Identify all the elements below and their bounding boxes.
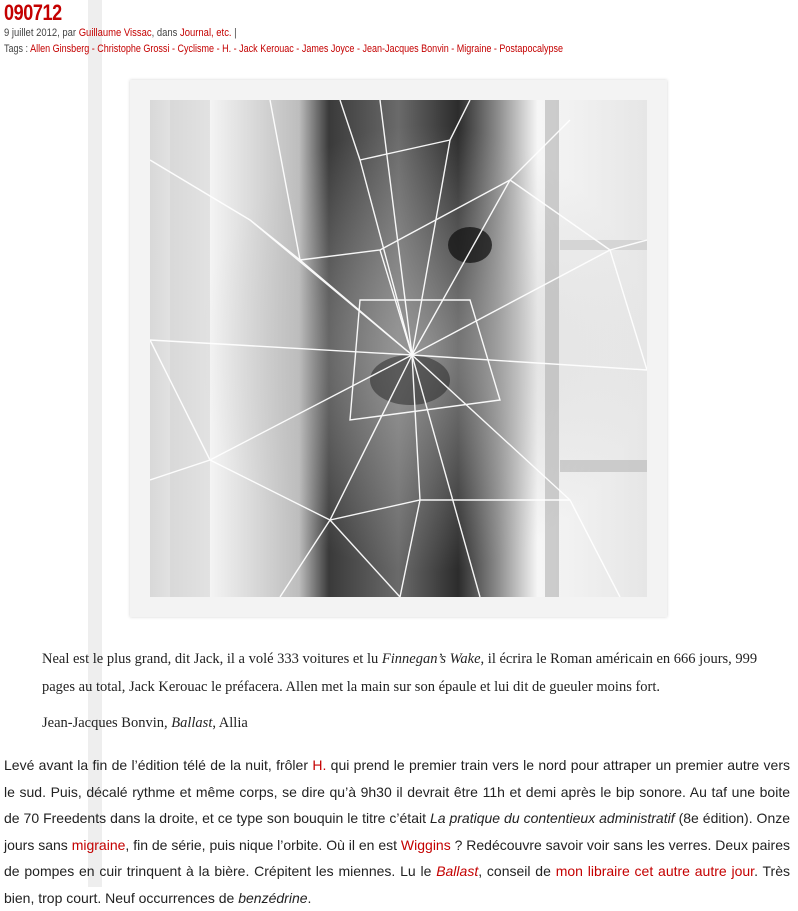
tag-link[interactable]: James Joyce: [301, 43, 355, 55]
quote-text: Neal est le plus grand, dit Jack, il a volé 333 voitures et lu Finnegan’s Wake, il écrira le Roman américain en 666 jours, 999 pages au total, Jack Kerouac le préfacera. Allen met la main sur son épaule et lui dit de gueuler moins fort.: [42, 651, 758, 695]
tag-separator: -: [448, 43, 457, 55]
tag-links: [30, 43, 563, 55]
tag-link[interactable]: Jack Kerouac: [239, 43, 294, 55]
tag-separator: -: [169, 43, 178, 55]
link-ballast[interactable]: Ballast: [436, 863, 479, 879]
tag-link[interactable]: Jean-Jacques Bonvin: [362, 43, 449, 55]
tag-list: [4, 42, 563, 56]
blockquote: [42, 645, 782, 737]
post-title[interactable]: 090712: [4, 0, 62, 25]
author-link[interactable]: Guillaume Vissac: [78, 27, 152, 39]
tag-separator: -: [354, 43, 363, 55]
shattered-glass-photo: [150, 100, 647, 597]
tag-separator: -: [89, 43, 98, 55]
tag-link[interactable]: Christophe Grossi: [97, 43, 170, 55]
tag-link[interactable]: Postapocalypse: [499, 43, 564, 55]
link-libraire[interactable]: mon libraire cet autre autre jour: [555, 863, 755, 879]
link-migraine[interactable]: migraine: [71, 836, 126, 853]
post-date: 9 juillet 2012: [4, 27, 58, 39]
tag-link[interactable]: Allen Ginsberg: [30, 43, 90, 55]
tag-separator: -: [214, 43, 223, 55]
tag-separator: -: [293, 43, 302, 55]
tag-separator: -: [491, 43, 500, 55]
tag-link[interactable]: Migraine: [456, 43, 492, 55]
tags-label: Tags :: [4, 43, 31, 55]
post-meta: 9 juillet 2012, par Guillaume Vissac, dans Journal, etc. |: [4, 27, 237, 39]
photo-frame: [130, 80, 667, 617]
category-link[interactable]: Journal, etc.: [180, 27, 232, 39]
post-body: Levé avant la fin de l’édition télé de la nuit, frôler H. qui prend le premier train vers le nord pour attraper un premier autre vers le sud. Puis, décalé rythme et même corps, se dire qu’à 9h30 il devrait être 11h et demi après le bip sonore. Au taf une boite de 70 Freedents dans la droite, et ce type son bouquin le titre c’était La pratique du contentieux administratif (8e édition). Onze jours sans migraine, fin de série, puis nique l’orbite. Où il en est Wiggins ? Redécouvre savoir voir sans les verres. Deux paires de pompes en cuir trinquent à la bière. Crépitent les miennes. Lu le Ballast, conseil de mon libraire cet autre autre jour. Très bien, trop court. Neuf occurrences de benzédrine.: [4, 757, 791, 906]
quote-source: Jean-Jacques Bonvin, Ballast, Allia: [42, 715, 248, 731]
link-h[interactable]: H.: [312, 757, 327, 773]
tag-separator: -: [231, 43, 240, 55]
tag-link[interactable]: H.: [222, 43, 232, 55]
tag-link[interactable]: Cyclisme: [177, 43, 215, 55]
link-wiggins[interactable]: Wiggins: [400, 836, 451, 853]
